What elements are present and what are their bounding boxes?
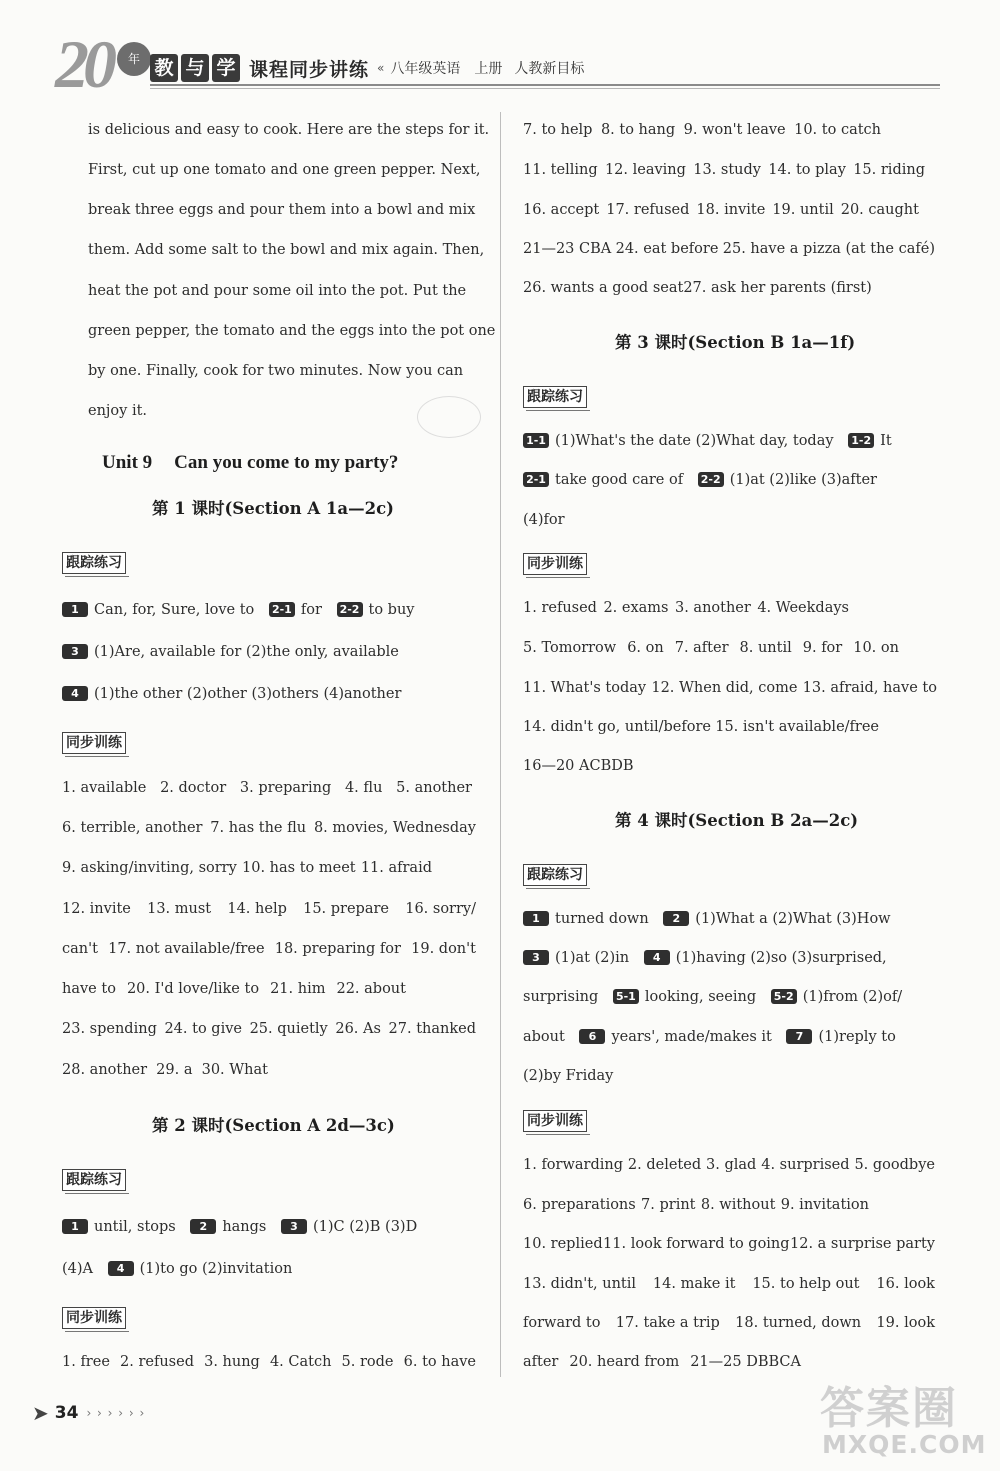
answer-line: 1. free 2. refused 3. hung 4. Catch 5. rode 6. to have [62,1354,476,1370]
answer-line: 26. wants a good seat 27. ask her parents (first) [523,280,872,296]
question-badge: 2 [190,1219,216,1234]
question-badge: 2-2 [698,472,724,487]
tracking-practice-tag: 跟踪练习 [62,552,126,574]
grade-label: 八年级英语 [390,61,461,77]
brand-char-1: 教 [150,54,178,82]
passage-line: by one. Finally, cook for two minutes. Now you can [88,363,464,379]
question-badge: 1-2 [848,433,874,448]
answer-line: 12. invite 13. must 14. help 15. prepare 16. sorry/ [62,901,476,917]
answer-line: (4)A 4 (1)to go (2)invitation [62,1261,293,1277]
question-badge: 1-1 [523,433,549,448]
question-badge: 2-2 [337,602,363,617]
answer-line: 1 turned down 2 (1)What a (2)What (3)How [523,909,891,929]
question-badge: 4 [108,1261,134,1276]
lesson-2-title: 第 2 课时(Section A 2d—3c) [152,1116,395,1135]
brand-char-3: 学 [212,54,240,82]
question-badge: 6 [579,1029,605,1044]
lesson-1-title: 第 1 课时(Section A 1a—2c) [152,499,394,518]
question-badge: 7 [786,1029,812,1044]
passage-line: enjoy it. [88,403,148,419]
answer-line: 1. forwarding 2. deleted 3. glad 4. surprised 5. goodbye [523,1157,935,1173]
passage-line: them. Add some salt to the bowl and mix again. Then, [88,242,485,258]
question-badge: 5-2 [771,989,797,1004]
column-divider [500,112,501,1377]
answer-line: 1-1 (1)What's the date (2)What day, today 1-2 It [523,431,892,451]
answer-line: have to 20. I'd love/like to 21. him 22. about [62,981,406,997]
sync-training-tag: 同步训练 [523,1110,587,1132]
course-title: 课程同步讲练 [249,58,370,81]
brand [150,52,584,84]
question-badge: 4 [62,686,88,701]
term-label: 上册 [474,61,503,77]
header-rule-thin [150,88,940,89]
page-footer [32,1398,145,1428]
answer-line: 7. to help 8. to hang 9. won't leave 10. to catch [523,122,881,138]
answer-line: 11. telling 12. leaving 13. study 14. to play 15. riding [523,162,925,178]
watermark [820,1372,990,1467]
answer-line: 21—23 CBA 24. eat before 25. have a pizza (at the café) [523,241,935,257]
page-number: 34 [54,1403,79,1423]
question-badge: 3 [62,644,88,659]
chevron-icon: « [377,61,385,75]
answer-line: can't 17. not available/free 18. preparing for 19. don't [62,941,476,957]
question-badge: 3 [523,950,549,965]
answer-line: forward to 17. take a trip 18. turned, down 19. look [523,1315,935,1331]
question-badge: 2-1 [523,472,549,487]
answer-line: 16—20 ACBDB [523,758,634,774]
question-badge: 2-1 [269,602,295,617]
answer-line: 9. asking/inviting, sorry 10. has to meet 11. afraid [62,860,432,876]
answer-line: 16. accept 17. refused 18. invite 19. until 20. caught [523,202,919,218]
answer-line: after 20. heard from 21—25 DBBCA [523,1354,801,1370]
question-badge: 1 [62,1219,88,1234]
lesson-4-title: 第 4 课时(Section B 2a—2c) [615,811,859,830]
answer-line: 14. didn't go, until/before 15. isn't available/free [523,719,879,735]
question-badge: 1 [62,602,88,617]
question-badge: 4 [644,950,670,965]
header-rule [150,84,940,86]
answer-line: 6. preparations 7. print 8. without 9. invitation [523,1197,869,1213]
answer-line: surprising 5-1 looking, seeing 5-2 (1)from (2)of/ [523,989,903,1005]
answer-line: 11. What's today 12. When did, come 13. afraid, have to [523,680,937,696]
answer-line: 3 (1)Are, available for (2)the only, available [62,642,399,662]
sync-training-tag: 同步训练 [62,732,126,754]
watermark-logo: 答案圈 [820,1383,958,1434]
tracking-practice-tag: 跟踪练习 [62,1169,126,1191]
passage-line: First, cut up one tomato and one green pepper. Next, [88,162,481,178]
answer-line: 3 (1)at (2)in 4 (1)having (2)so (3)surprised, [523,948,887,968]
answer-line: 23. spending 24. to give 25. quietly 26. As 27. thanked [62,1021,476,1037]
question-badge: 3 [281,1219,307,1234]
faint-stamp [417,396,481,438]
tracking-practice-tag: 跟踪练习 [523,864,587,886]
edition-label: 人教新目标 [514,61,585,77]
passage-line: green pepper, the tomato and the eggs into the pot one [88,323,496,339]
brand-char-2: 与 [181,54,209,82]
tracking-practice-tag: 跟踪练习 [523,386,587,408]
passage-line: is delicious and easy to cook. Here are the steps for it. [88,122,490,138]
watermark-url: MXQE.COM [822,1430,987,1459]
answer-line: (4)for [523,512,565,528]
answer-line: 1 until, stops 2 hangs 3 (1)C (2)B (3)D [62,1217,417,1237]
arrow-icon: ➤ [32,1401,49,1425]
lesson-3-title: 第 3 课时(Section B 1a—1f) [615,333,856,352]
sync-training-tag: 同步训练 [62,1307,126,1329]
answer-line: 5. Tomorrow 6. on 7. after 8. until 9. for 10. on [523,640,899,656]
answer-line: 1. refused 2. exams 3. another 4. Weekdays [523,600,849,616]
answer-line: (2)by Friday [523,1068,614,1084]
answer-line: 10. replied 11. look forward to going 12. a surprise party [523,1236,935,1252]
unit-title: Unit 9 Can you come to my party? [102,452,399,473]
answer-line: 1. available 2. doctor 3. preparing 4. flu 5. another [62,780,472,796]
logo-ring: 年 [117,42,151,76]
passage-line: heat the pot and pour some oil into the pot. Put the [88,283,467,299]
answer-line: 1 Can, for, Sure, love to 2-1 for 2-2 to buy [62,600,415,620]
answer-line: 4 (1)the other (2)other (3)others (4)another [62,684,401,704]
answer-line: about 6 years', made/makes it 7 (1)reply to [523,1029,896,1045]
question-badge: 5-1 [613,989,639,1004]
sync-training-tag: 同步训练 [523,553,587,575]
answer-line: 2-1 take good care of 2-2 (1)at (2)like (3)after [523,470,877,490]
logo-number: 20 [55,26,111,102]
question-badge: 2 [663,911,689,926]
question-badge: 1 [523,911,549,926]
answer-line: 28. another 29. a 30. What [62,1062,268,1078]
answer-line: 6. terrible, another 7. has the flu 8. movies, Wednesday [62,820,476,836]
passage-line: break three eggs and pour them into a bowl and mix [88,202,476,218]
answer-line: 13. didn't, until 14. make it 15. to help out 16. look [523,1276,935,1292]
page-header [55,26,945,102]
footer-chevrons: › › › › › › [86,1406,146,1420]
